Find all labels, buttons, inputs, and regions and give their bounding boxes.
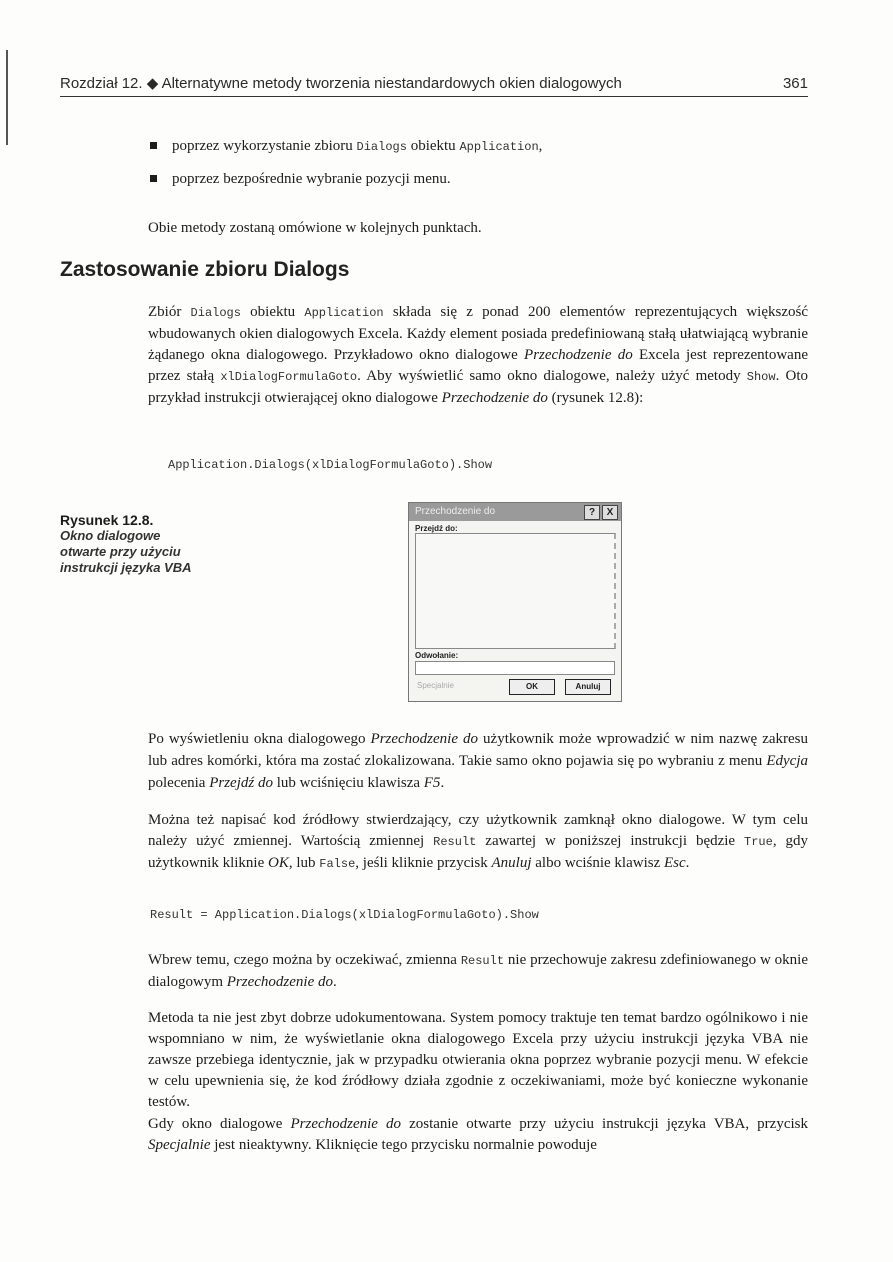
paragraph: Po wyświetleniu okna dialogowego Przechodzenie do użytkownik może wprowadzić w nim nazwę zakresu lub adres komórki, która ma zostać zlokalizowana. Takie samo okno pojawia się po wybraniu z menu Edycja polecenia Przejdź do lub wciśnięciu klawisza F5. bbox=[148, 731, 809, 791]
paragraph: Wbrew temu, czego można by oczekiwać, zmienna Result nie przechowuje zakresu zdefiniowanego w oknie dialogowym Przechodzenie do. bbox=[148, 952, 808, 990]
figure-caption: Rysunek 12.8. Okno dialogowe otwarte przy użyciu instrukcji języka VBA bbox=[60, 512, 192, 575]
dialog-title: Przechodzenie do bbox=[415, 506, 496, 517]
cancel-button: Anuluj bbox=[565, 679, 611, 695]
goto-list bbox=[415, 533, 616, 649]
dialog-title-bar bbox=[409, 503, 621, 521]
help-icon: ? bbox=[584, 505, 600, 520]
list-item: poprzez wykorzystanie zbioru Dialogs obiektu Application, bbox=[148, 136, 542, 157]
paragraph: Metoda ta nie jest zbyt dobrze udokumentowana. System pomocy traktuje ten temat bardzo ogólnikowo i nie wspomniano w nim, że wyświetlanie okna dialogowego Excela przy użyciu instrukcji języka VBA nie zawsze przebiega identycznie, jak w przypadku otwierania okna poprzez wybranie pozycji menu. W efekcie w celu upewnienia się, że kod źródłowy działa zgodnie z oczekiwaniami, może być konieczne wykonanie testów. bbox=[148, 1010, 808, 1110]
paragraph: Można też napisać kod źródłowy stwierdzający, czy użytkownik zamknął okno dialogowe. W tym celu należy użyć zmiennej. Wartością zmiennej Result zawartej w poniższej instrukcji będzie True, gdy użytkownik kliknie OK, lub False, jeśli kliknie przycisk Anuluj albo wciśnie klawisz Esc. bbox=[148, 812, 809, 871]
bullet-square-icon bbox=[150, 175, 157, 182]
bullet-square-icon bbox=[150, 142, 157, 149]
chapter-title: Rozdział 12. ◆ Alternatywne metody tworzenia niestandardowych okien dialogowych bbox=[60, 75, 622, 92]
paragraph: Gdy okno dialogowe Przechodzenie do zostanie otwarte przy użyciu instrukcji języka VBA, przycisk Specjalnie jest nieaktywny. Kliknięcie tego przycisku normalnie powoduje bbox=[148, 1116, 808, 1153]
goto-label: Przejdź do: bbox=[415, 524, 458, 533]
header-rule bbox=[60, 96, 808, 97]
reference-label: Odwołanie: bbox=[415, 651, 459, 660]
special-button: Specjalnie bbox=[417, 681, 454, 690]
figure-number: Rysunek 12.8. bbox=[60, 512, 154, 528]
code-line: Result = Application.Dialogs(xlDialogFormulaGoto).Show bbox=[150, 908, 539, 922]
goto-dialog-image bbox=[408, 502, 622, 702]
page-number: 361 bbox=[782, 75, 808, 92]
margin-mark bbox=[6, 50, 8, 145]
close-icon: X bbox=[602, 505, 618, 520]
reference-field bbox=[415, 661, 615, 675]
code-line: Application.Dialogs(xlDialogFormulaGoto).Show bbox=[168, 458, 493, 472]
section-heading: Zastosowanie zbioru Dialogs bbox=[60, 258, 350, 281]
bullet-list bbox=[148, 136, 542, 201]
paragraph: Zbiór Dialogs obiektu Application składa się z ponad 200 elementów reprezentujących większość wbudowanych okien dialogowych Excela. Każdy element posiada predefiniowaną stałą ułatwiającą wybranie żądanego okna dialogowego. Przykładowo okno dialogowe Przechodzenie do Excela jest reprezentowane przez stałą xlDialogFormulaGoto. Aby wyświetlić samo okno dialogowe, należy użyć metody Show. Oto przykład instrukcji otwierającej okno dialogowe Przechodzenie do (rysunek 12.8): bbox=[148, 304, 808, 406]
ok-button: OK bbox=[509, 679, 555, 695]
page-header bbox=[60, 74, 808, 92]
list-item: poprzez bezpośrednie wybranie pozycji menu. bbox=[148, 169, 542, 189]
intro-paragraph: Obie metody zostaną omówione w kolejnych punktach. bbox=[148, 220, 482, 236]
